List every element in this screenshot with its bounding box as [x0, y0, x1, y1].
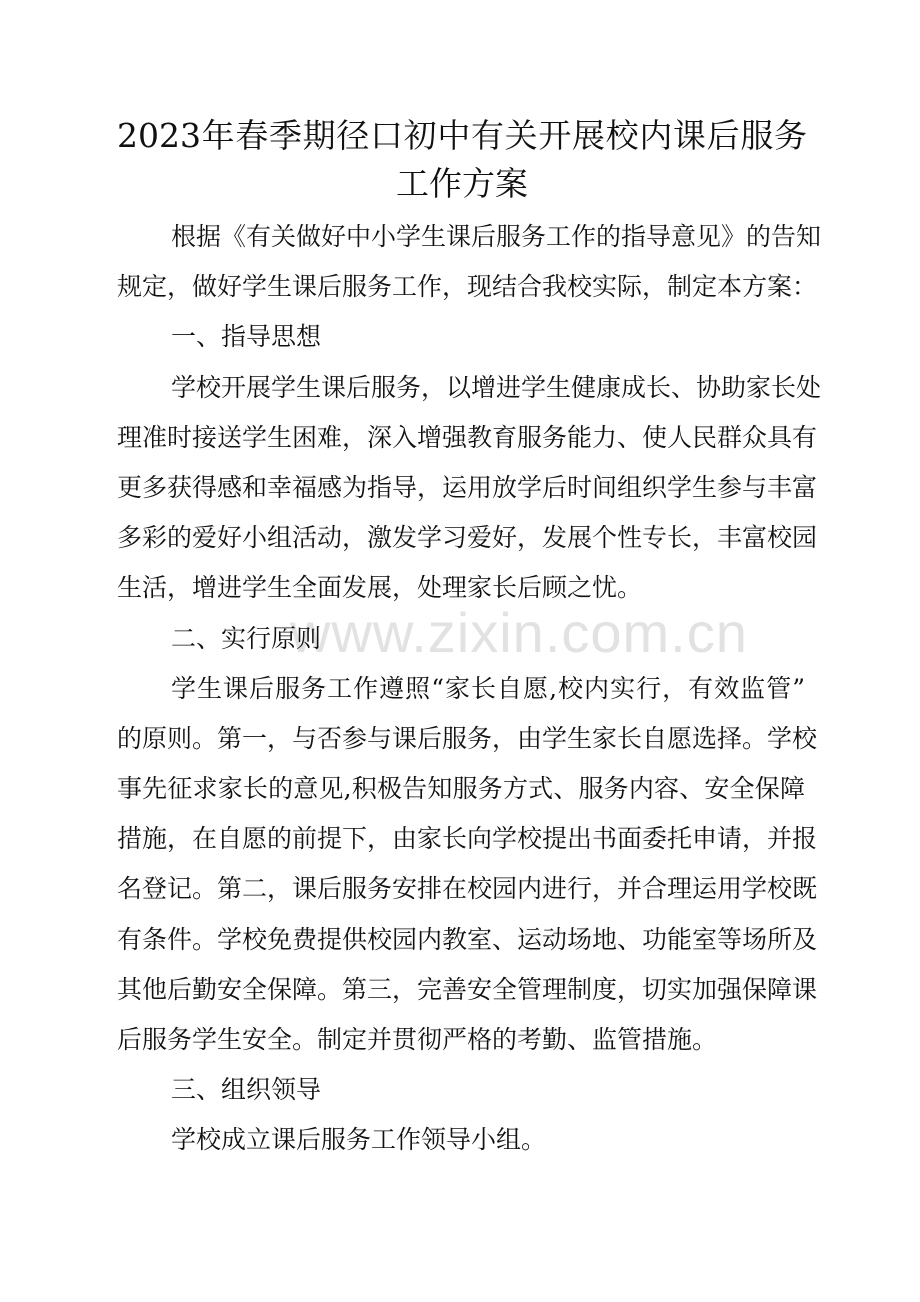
paragraph-line: 学校开展学生课后服务，以增进学生健康成长、协助家长处 [171, 372, 822, 402]
paragraph-line: 生活，增进学生全面发展，处理家长后顾之忧。 [117, 573, 643, 603]
paragraph-line: 措施，在自愿的前提下，由家长向学校提出书面委托申请，并报 [117, 824, 818, 854]
paragraph-line: 事先征求家长的意见,积极告知服务方式、服务内容、安全保障 [117, 774, 805, 804]
paragraph-line: 根据《有关做好中小学生课后服务工作的指导意见》的告知 [171, 222, 822, 251]
paragraph-line: 有条件。学校免费提供校园内教室、运动场地、功能室等场所及 [117, 924, 818, 954]
document-title-line-2: 工作方案 [396, 164, 528, 203]
paragraph-line: 的原则。第一，与否参与课后服务，由学生家长自愿选择。学校 [117, 723, 818, 753]
paragraph-line: 理准时接送学生困难，深入增强教育服务能力、使人民群众具有 [117, 422, 818, 452]
document-title-line-1: 2023年春季期径口初中有关开展校内课后服务 [117, 116, 807, 155]
paragraph-line: 规定，做好学生课后服务工作，现结合我校实际，制定本方案： [117, 272, 818, 302]
section-heading: 三、组织领导 [171, 1075, 322, 1105]
paragraph-line: 学校成立课后服务工作领导小组。 [171, 1125, 547, 1155]
paragraph-line: 多彩的爱好小组活动，激发学习爱好，发展个性专长，丰富校园 [117, 523, 818, 553]
section-heading: 一、指导思想 [171, 322, 322, 352]
document-body [117, 212, 822, 1166]
paragraph-line: 学生课后服务工作遵照“家长自愿,校内实行，有效监管” [171, 673, 805, 703]
section-heading: 二、实行原则 [171, 623, 322, 653]
watermark: www.zixin.com.cn [290, 601, 748, 664]
paragraph-line: 更多获得感和幸福感为指导，运用放学后时间组织学生参与丰富 [117, 472, 818, 502]
paragraph-line: 名登记。第二，课后服务安排在校园内进行，并合理运用学校既 [117, 874, 818, 904]
paragraph-line: 其他后勤安全保障。第三，完善安全管理制度，切实加强保障课 [117, 974, 818, 1004]
paragraph-line: 后服务学生安全。制定并贯彻严格的考勤、监管措施。 [117, 1025, 718, 1054]
